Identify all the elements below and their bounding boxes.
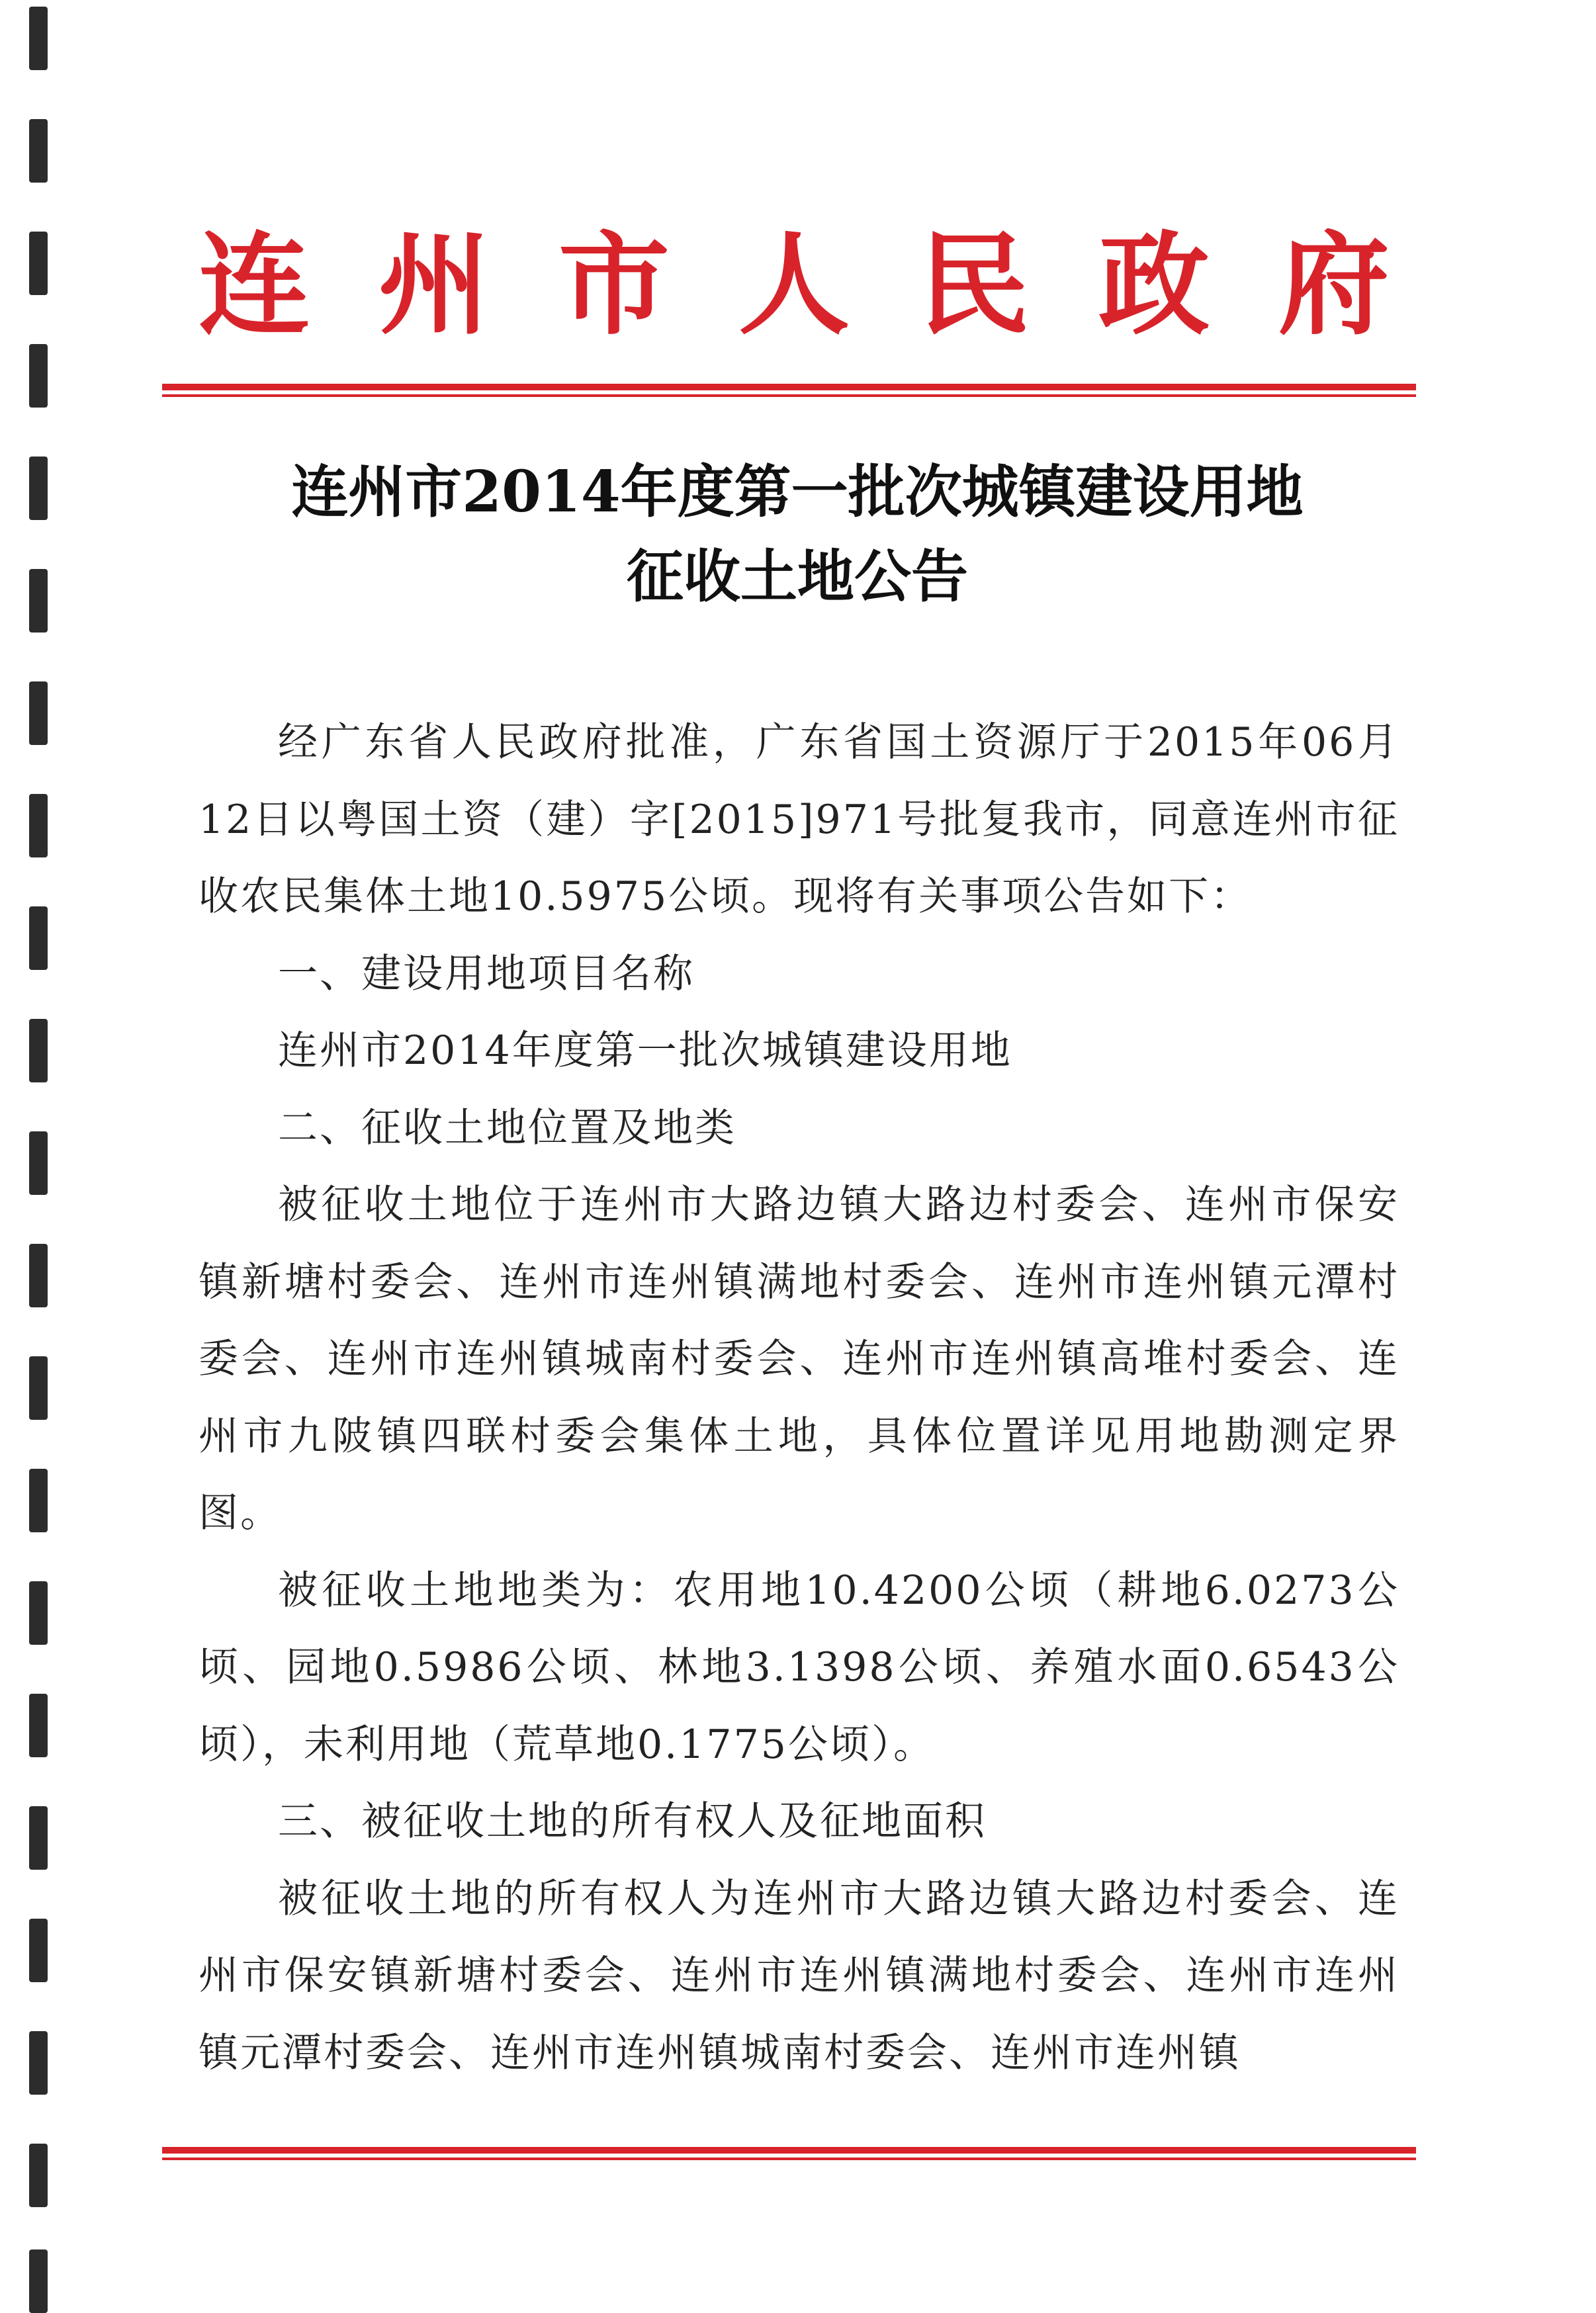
binding-mark [29,1694,48,1757]
binding-mark [29,1131,48,1195]
binding-mark [29,344,48,408]
binding-mark [29,2144,48,2207]
binding-mark [29,2031,48,2095]
binding-mark [29,1581,48,1645]
masthead-char: 政 [1098,219,1210,350]
masthead-char: 人 [738,219,850,350]
masthead-issuer [199,219,1390,350]
red-rule-thick [162,2147,1416,2154]
document-title [162,450,1433,619]
binding-mark [29,1469,48,1532]
binding-mark [29,7,48,70]
red-rule-thin [162,2158,1416,2160]
title-line-2: 征收土地公告 [627,543,968,610]
body-paragraph-approval: 经广东省人民政府批准，广东省国土资源厅于2015年06月12日以粤国土资（建）字[2015]971号批复我市，同意连州市征收农民集体土地10.5975公顷。现将有关事项公告如下： [199,719,1399,920]
red-rule-thin [162,394,1416,397]
binding-mark [29,1019,48,1082]
masthead-char: 府 [1278,219,1390,350]
document-body [199,704,1399,2091]
binding-mark [29,1806,48,1870]
binding-mark [29,232,48,295]
binding-mark [29,457,48,520]
binding-mark [29,1244,48,1307]
masthead-char: 市 [558,219,670,350]
red-rule-thick [162,384,1416,390]
section-heading-location: 二、征收土地位置及地类 [278,1104,736,1151]
binding-mark [29,569,48,633]
binding-mark [29,119,48,183]
title-line-1: 连州市2014年度第一批次城镇建设用地 [291,458,1304,525]
binding-mark [29,1356,48,1420]
binding-mark [29,906,48,970]
body-paragraph-project-name: 连州市2014年度第一批次城镇建设用地 [278,1027,1012,1074]
masthead-char: 州 [378,219,490,350]
section-heading-project-name: 一、建设用地项目名称 [278,950,695,997]
binding-mark [29,1919,48,1982]
body-paragraph-land-types: 被征收土地地类为：农用地10.4200公顷（耕地6.0273公顷、园地0.5986公顷、林地3.1398公顷、养殖水面0.6543公顷），未利用地（荒草地0.1775公顷）。 [199,1567,1399,1768]
binding-holes [26,0,53,2304]
header-red-rule [162,384,1416,398]
masthead-char: 连 [199,219,310,350]
binding-mark [29,681,48,745]
masthead-char: 民 [918,219,1030,350]
body-paragraph-owners: 被征收土地的所有权人为连州市大路边镇大路边村委会、连州市保安镇新塘村委会、连州市连州镇满地村委会、连州市连州镇元潭村委会、连州市连州镇城南村委会、连州市连州镇 [199,1875,1399,2076]
body-paragraph-location: 被征收土地位于连州市大路边镇大路边村委会、连州市保安镇新塘村委会、连州市连州镇满地村委会、连州市连州镇元潭村委会、连州市连州镇城南村委会、连州市连州镇高堆村委会、连州市九陂镇四联村委会集体土地，具体位置详见用地勘测定界图。 [199,1182,1399,1536]
binding-mark [29,794,48,857]
footer-red-rule [162,2147,1416,2161]
section-heading-owners: 三、被征收土地的所有权人及征地面积 [278,1798,987,1845]
